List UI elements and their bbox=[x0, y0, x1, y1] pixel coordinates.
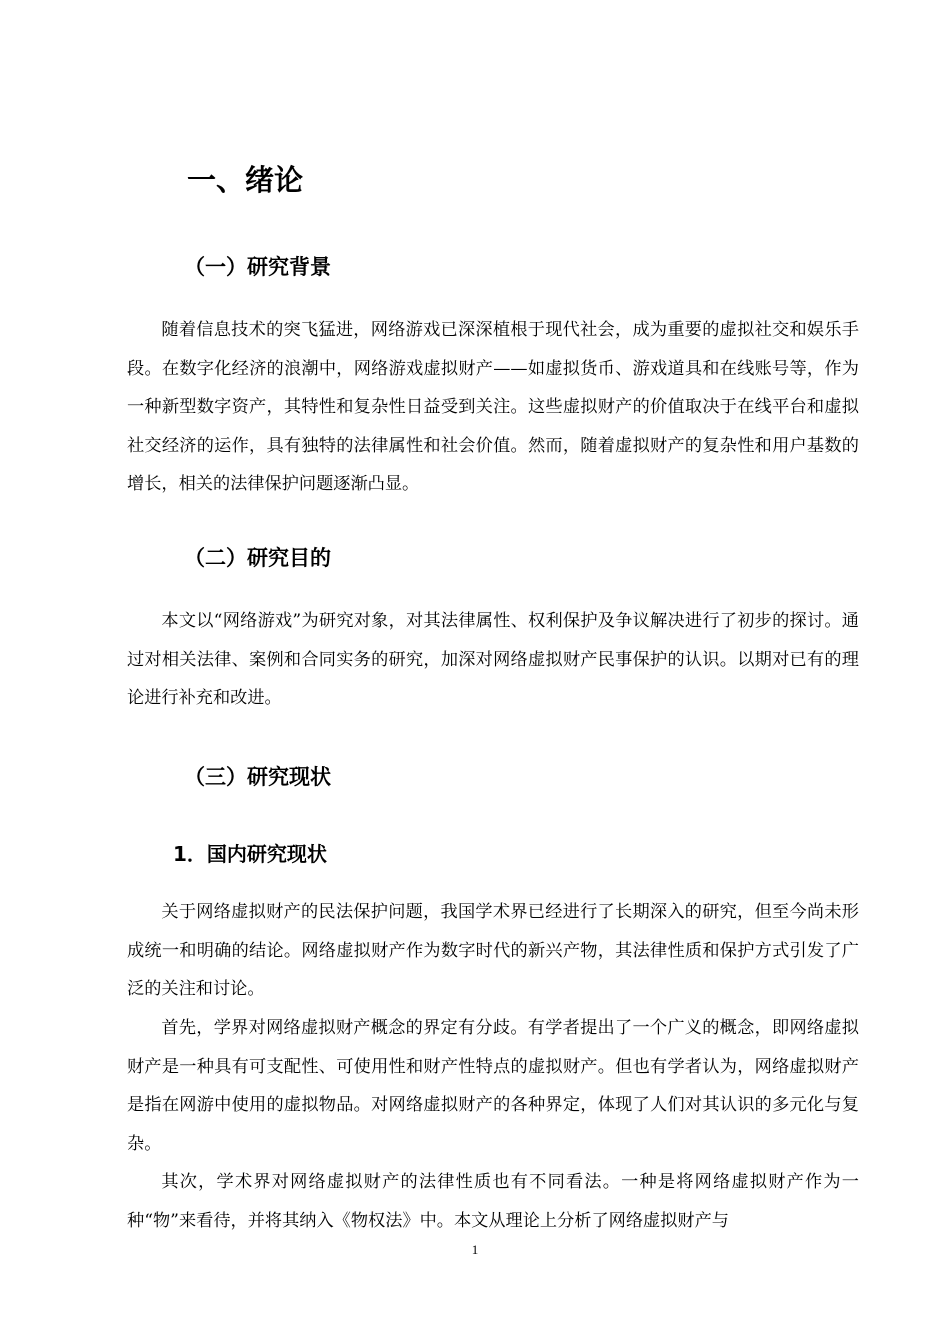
section-heading-purpose: （二）研究目的 bbox=[184, 546, 331, 570]
paragraph-background: 随着信息技术的突飞猛进，网络游戏已深深植根于现代社会，成为重要的虚拟社交和娱乐手段。在数字化经济的浪潮中，网络游戏虚拟财产——如虚拟货币、游戏道具和在线账号等，作为一种新型数字资产，其特性和复杂性日益受到关注。这些虚拟财产的价值取决于在线平台和虚拟社交经济的运作，具有独特的法律属性和社会价值。然而，随着虚拟财产的复杂性和用户基数的增长，相关的法律保护问题逐渐凸显。 bbox=[127, 320, 859, 495]
paragraph-domestic-1: 关于网络虚拟财产的民法保护问题，我国学术界已经进行了长期深入的研究，但至今尚未形成统一和明确的结论。网络虚拟财产作为数字时代的新兴产物，其法律性质和保护方式引发了广泛的关注和讨论。 bbox=[127, 902, 859, 1000]
subsection-heading-domestic: 1．国内研究现状 bbox=[173, 842, 327, 866]
section-heading-status: （三）研究现状 bbox=[184, 765, 331, 789]
chapter-heading: 一、绪论 bbox=[187, 163, 304, 197]
paragraph-domestic-3: 其次，学术界对网络虚拟财产的法律性质也有不同看法。一种是将网络虚拟财产作为一种“物”来看待，并将其纳入《物权法》中。本文从理论上分析了网络虚拟财产与 bbox=[127, 1172, 859, 1231]
section-heading-background: （一）研究背景 bbox=[184, 255, 331, 279]
paragraph-purpose: 本文以“网络游戏”为研究对象，对其法律属性、权利保护及争议解决进行了初步的探讨。通过对相关法律、案例和合同实务的研究，加深对网络虚拟财产民事保护的认识。以期对已有的理论进行补充和改进。 bbox=[127, 611, 859, 709]
page-number: 1 bbox=[471, 1242, 479, 1257]
paragraph-domestic-2: 首先，学界对网络虚拟财产概念的界定有分歧。有学者提出了一个广义的概念，即网络虚拟财产是一种具有可支配性、可使用性和财产性特点的虚拟财产。但也有学者认为，网络虚拟财产是指在网游中使用的虚拟物品。对网络虚拟财产的各种界定，体现了人们对其认识的多元化与复杂。 bbox=[127, 1018, 859, 1154]
